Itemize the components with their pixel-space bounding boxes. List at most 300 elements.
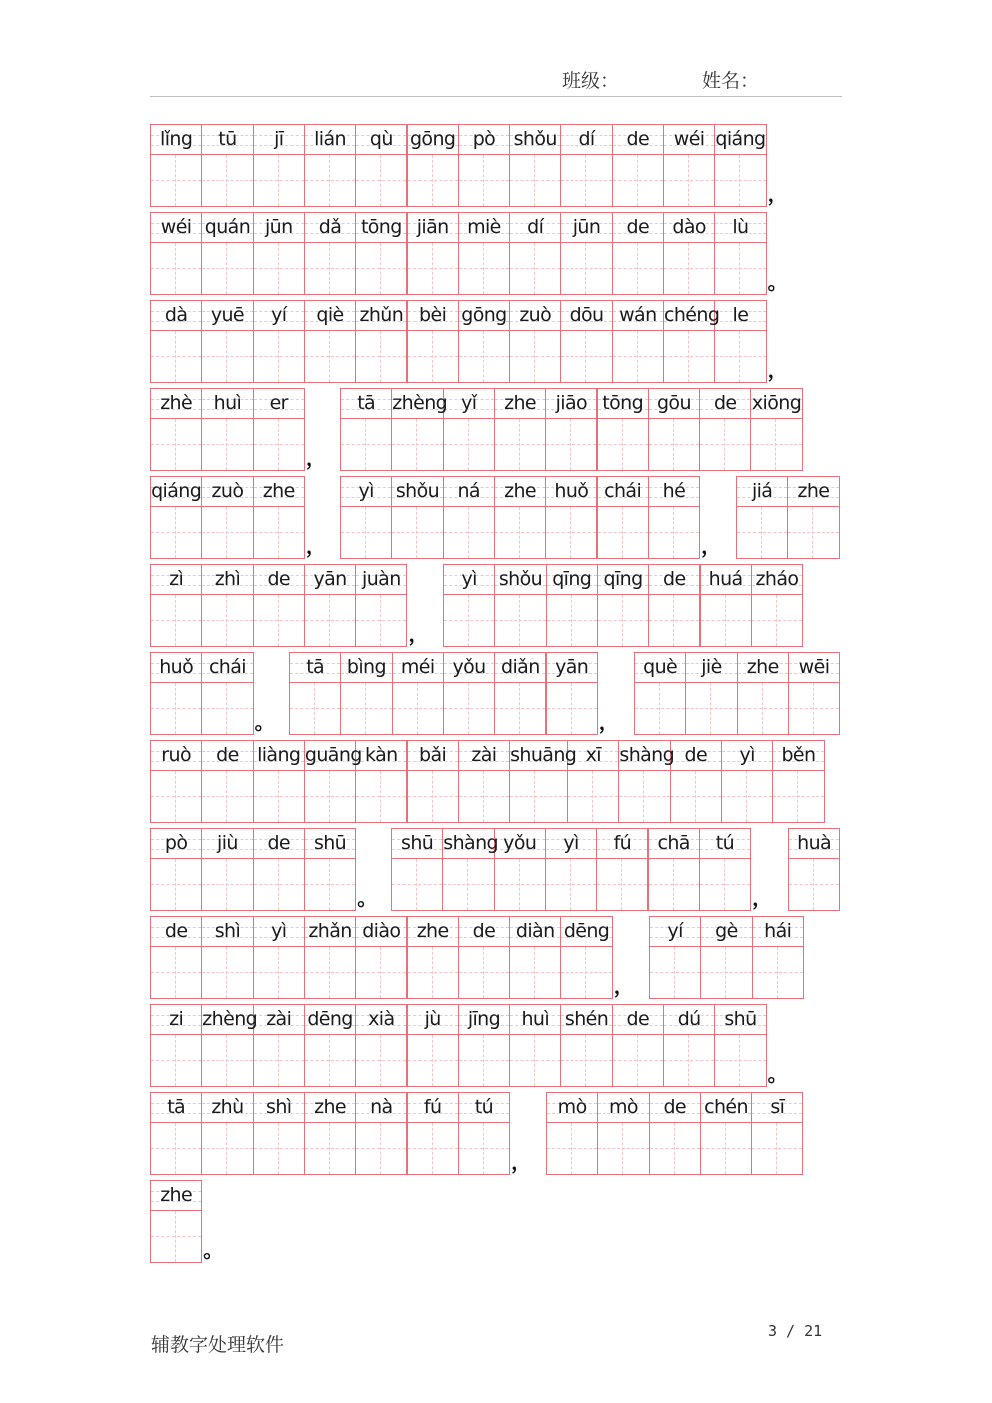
character-box bbox=[649, 859, 699, 910]
tianzige-cell bbox=[509, 124, 561, 207]
pinyin-syllable: qiáng bbox=[715, 128, 766, 150]
pinyin-syllable: jiè bbox=[701, 656, 722, 678]
pinyin-band bbox=[202, 565, 252, 595]
character-box bbox=[510, 1035, 560, 1086]
pinyin-band bbox=[202, 829, 252, 859]
pinyin-syllable: wēi bbox=[798, 656, 830, 678]
pinyin-syllable: diàn bbox=[515, 920, 555, 942]
tianzige-cell bbox=[355, 300, 407, 383]
tianzige-cell bbox=[700, 916, 752, 999]
pinyin-band bbox=[686, 653, 736, 683]
pinyin-band bbox=[254, 301, 304, 331]
tianzige-cell bbox=[201, 828, 253, 911]
pinyin-syllable: tōng bbox=[360, 216, 402, 238]
pinyin-band bbox=[598, 1093, 648, 1123]
pinyin-syllable: qù bbox=[369, 128, 393, 150]
pinyin-syllable: tú bbox=[715, 832, 735, 854]
pinyin-syllable: huì bbox=[521, 1008, 550, 1030]
character-box bbox=[305, 331, 355, 382]
pinyin-band bbox=[664, 301, 720, 331]
tianzige-cell bbox=[253, 740, 305, 823]
character-box bbox=[495, 595, 545, 646]
tianzige-cell bbox=[304, 1004, 356, 1087]
tianzige-cell bbox=[150, 564, 202, 647]
character-box bbox=[202, 859, 252, 910]
character-box bbox=[254, 947, 304, 998]
pinyin-band bbox=[459, 741, 509, 771]
tianzige-cell bbox=[649, 1092, 701, 1175]
pinyin-syllable: tū bbox=[218, 128, 237, 150]
character-box bbox=[510, 771, 567, 822]
character-box bbox=[459, 771, 509, 822]
character-box bbox=[408, 947, 458, 998]
pinyin-syllable: dà bbox=[164, 304, 188, 326]
character-box bbox=[305, 595, 355, 646]
pinyin-syllable: yì bbox=[563, 832, 579, 854]
tianzige-cell bbox=[509, 740, 577, 823]
class-label: 班级： bbox=[562, 70, 620, 92]
pinyin-band bbox=[151, 125, 201, 155]
tianzige-cell bbox=[201, 652, 253, 735]
character-box bbox=[547, 595, 597, 646]
punctuation-mark: ， bbox=[767, 182, 788, 206]
pinyin-band bbox=[305, 1093, 355, 1123]
tianzige-cell bbox=[407, 124, 459, 207]
pinyin-band bbox=[202, 301, 252, 331]
tianzige-cell bbox=[443, 652, 495, 735]
tianzige-cell bbox=[253, 212, 305, 295]
tianzige-cell bbox=[304, 828, 356, 911]
pinyin-syllable: tā bbox=[167, 1096, 186, 1118]
pinyin-syllable: yì bbox=[739, 744, 755, 766]
pinyin-band bbox=[510, 213, 560, 243]
tianzige-cell bbox=[649, 916, 701, 999]
tianzige-cell bbox=[150, 828, 202, 911]
pinyin-band bbox=[151, 301, 201, 331]
pinyin-band bbox=[202, 1005, 258, 1035]
pinyin-band bbox=[561, 301, 611, 331]
pinyin-syllable: de bbox=[164, 920, 188, 942]
character-box bbox=[151, 947, 201, 998]
tianzige-cell bbox=[648, 388, 700, 471]
pinyin-syllable: yǒu bbox=[503, 832, 537, 854]
tianzige-cell bbox=[612, 124, 664, 207]
tianzige-cell bbox=[751, 564, 803, 647]
tianzige-cell bbox=[407, 300, 459, 383]
tianzige-cell bbox=[752, 916, 804, 999]
character-box bbox=[715, 331, 765, 382]
pinyin-syllable: jiá bbox=[751, 480, 773, 502]
pinyin-band bbox=[254, 917, 304, 947]
pinyin-syllable: xī bbox=[585, 744, 601, 766]
character-box bbox=[459, 155, 509, 206]
pinyin-band bbox=[305, 213, 355, 243]
pinyin-band bbox=[459, 213, 509, 243]
pinyin-band bbox=[356, 565, 406, 595]
tianzige-cell bbox=[509, 212, 561, 295]
pinyin-syllable: fú bbox=[423, 1096, 442, 1118]
pinyin-syllable: gōu bbox=[656, 392, 691, 414]
pinyin-syllable: dēng bbox=[307, 1008, 353, 1030]
pinyin-band bbox=[598, 389, 648, 419]
pinyin-band bbox=[254, 1005, 304, 1035]
pinyin-syllable: dí bbox=[527, 216, 544, 238]
pinyin-band bbox=[789, 653, 839, 683]
character-box bbox=[151, 595, 201, 646]
tianzige-cell bbox=[201, 388, 253, 471]
punctuation-mark: ， bbox=[511, 1150, 532, 1174]
character-box bbox=[202, 419, 252, 470]
pinyin-syllable: wéi bbox=[160, 216, 192, 238]
tianzige-cell bbox=[494, 564, 546, 647]
tianzige-cell bbox=[150, 476, 202, 559]
pinyin-syllable: zhe bbox=[416, 920, 449, 942]
pinyin-syllable: de bbox=[713, 392, 737, 414]
tianzige-cell bbox=[596, 828, 648, 911]
pinyin-band bbox=[613, 213, 663, 243]
character-box bbox=[341, 507, 391, 558]
tianzige-cell bbox=[253, 1004, 305, 1087]
pinyin-band bbox=[151, 917, 201, 947]
pinyin-syllable: dēng bbox=[563, 920, 610, 942]
pinyin-band bbox=[459, 1005, 509, 1035]
punctuation-mark: 。 bbox=[357, 886, 378, 910]
tianzige-cell bbox=[150, 300, 202, 383]
pinyin-syllable: wán bbox=[619, 304, 657, 326]
tianzige-cell bbox=[304, 740, 362, 823]
character-box bbox=[356, 771, 406, 822]
pinyin-syllable: shuāng bbox=[510, 744, 577, 766]
pinyin-syllable: huá bbox=[708, 568, 743, 590]
tianzige-cell bbox=[391, 476, 443, 559]
pinyin-band bbox=[305, 565, 355, 595]
pinyin-syllable: chéng bbox=[664, 304, 720, 326]
pinyin-band bbox=[546, 389, 596, 419]
pinyin-band bbox=[495, 565, 545, 595]
tianzige-cell bbox=[700, 564, 752, 647]
character-box bbox=[392, 859, 442, 910]
tianzige-cell bbox=[407, 1004, 459, 1087]
character-box bbox=[495, 683, 545, 734]
pinyin-band bbox=[738, 653, 788, 683]
character-box bbox=[290, 683, 340, 734]
tianzige-cell bbox=[340, 652, 392, 735]
character-box bbox=[444, 419, 494, 470]
tianzige-cell bbox=[355, 124, 407, 207]
character-box bbox=[597, 859, 647, 910]
tianzige-cell bbox=[545, 476, 597, 559]
character-box bbox=[356, 243, 406, 294]
pinyin-syllable: tā bbox=[306, 656, 325, 678]
tianzige-cell bbox=[634, 652, 686, 735]
pinyin-band bbox=[408, 1093, 458, 1123]
pinyin-band bbox=[701, 565, 751, 595]
pinyin-syllable: zhè bbox=[160, 392, 193, 414]
character-box bbox=[561, 331, 611, 382]
character-box bbox=[635, 683, 685, 734]
character-box bbox=[408, 1123, 458, 1174]
pinyin-syllable: shì bbox=[266, 1096, 292, 1118]
tianzige-cell bbox=[560, 1004, 612, 1087]
pinyin-band bbox=[151, 389, 201, 419]
character-box bbox=[737, 507, 787, 558]
pinyin-syllable: yǒu bbox=[452, 656, 486, 678]
character-box bbox=[254, 507, 304, 558]
tianzige-cell bbox=[150, 1004, 202, 1087]
tianzige-cell bbox=[355, 212, 407, 295]
pinyin-syllable: huǒ bbox=[159, 656, 194, 678]
character-box bbox=[305, 859, 355, 910]
pinyin-band bbox=[151, 741, 201, 771]
character-box bbox=[408, 331, 458, 382]
pinyin-syllable: dào bbox=[672, 216, 706, 238]
pinyin-band bbox=[444, 653, 494, 683]
tianzige-cell bbox=[737, 652, 789, 735]
pinyin-band bbox=[356, 213, 406, 243]
character-box bbox=[254, 419, 304, 470]
pinyin-band bbox=[151, 477, 201, 507]
tianzige-cell bbox=[494, 476, 546, 559]
pinyin-syllable: de bbox=[267, 568, 291, 590]
pinyin-band bbox=[341, 477, 391, 507]
pinyin-syllable: bǎi bbox=[419, 744, 447, 766]
tianzige-cell bbox=[150, 652, 202, 735]
pinyin-band bbox=[151, 213, 201, 243]
pinyin-band bbox=[408, 213, 458, 243]
pinyin-syllable: mò bbox=[557, 1096, 587, 1118]
pinyin-syllable: zhǎn bbox=[308, 920, 352, 942]
pinyin-band bbox=[202, 1093, 252, 1123]
pinyin-syllable: miè bbox=[467, 216, 501, 238]
character-box bbox=[700, 419, 750, 470]
pinyin-syllable: qīng bbox=[552, 568, 592, 590]
pinyin-syllable: de bbox=[216, 744, 239, 766]
tianzige-cell bbox=[458, 1004, 510, 1087]
tianzige-cell bbox=[788, 828, 840, 911]
tianzige-cell bbox=[494, 828, 546, 911]
pinyin-syllable: jiù bbox=[217, 832, 238, 854]
tianzige-cell bbox=[201, 124, 253, 207]
tianzige-cell bbox=[201, 300, 253, 383]
tianzige-cell bbox=[597, 564, 649, 647]
punctuation-mark: 。 bbox=[254, 710, 275, 734]
tianzige-cell bbox=[458, 1092, 510, 1175]
tianzige-cell bbox=[509, 1004, 561, 1087]
character-box bbox=[510, 243, 560, 294]
tianzige-cell bbox=[253, 124, 305, 207]
name-label: 姓名： bbox=[702, 70, 760, 92]
pinyin-band bbox=[597, 829, 647, 859]
tianzige-cell bbox=[612, 300, 664, 383]
pinyin-band bbox=[202, 741, 252, 771]
pinyin-syllable: méi bbox=[400, 656, 435, 678]
character-box bbox=[738, 683, 788, 734]
pinyin-band bbox=[151, 1181, 201, 1211]
pinyin-syllable: zuò bbox=[519, 304, 552, 326]
character-box bbox=[392, 507, 442, 558]
pinyin-band bbox=[700, 389, 750, 419]
tianzige-cell bbox=[546, 1092, 598, 1175]
character-box bbox=[356, 155, 406, 206]
character-box bbox=[202, 683, 252, 734]
character-box bbox=[773, 771, 823, 822]
character-box bbox=[444, 595, 494, 646]
character-box bbox=[443, 859, 493, 910]
pinyin-syllable: zhù bbox=[211, 1096, 244, 1118]
pinyin-syllable: ruò bbox=[161, 744, 191, 766]
pinyin-band bbox=[510, 741, 577, 771]
pinyin-syllable: jī bbox=[274, 128, 284, 150]
pinyin-band bbox=[151, 653, 201, 683]
pinyin-band bbox=[789, 829, 839, 859]
tianzige-cell bbox=[597, 476, 649, 559]
character-box bbox=[254, 1123, 304, 1174]
character-box bbox=[254, 1035, 304, 1086]
character-box bbox=[495, 859, 545, 910]
tianzige-cell bbox=[560, 212, 612, 295]
pinyin-band bbox=[254, 1093, 304, 1123]
character-box bbox=[151, 419, 201, 470]
pinyin-band bbox=[561, 917, 611, 947]
character-box bbox=[671, 771, 721, 822]
tianzige-cell bbox=[699, 828, 751, 911]
tianzige-cell bbox=[546, 564, 598, 647]
pinyin-band bbox=[510, 301, 560, 331]
pinyin-band bbox=[649, 389, 699, 419]
character-box bbox=[495, 419, 545, 470]
pinyin-band bbox=[547, 1093, 597, 1123]
pinyin-band bbox=[408, 917, 458, 947]
pinyin-band bbox=[408, 301, 458, 331]
character-box bbox=[341, 683, 391, 734]
pinyin-syllable: yí bbox=[667, 920, 683, 942]
pinyin-syllable: liàng bbox=[257, 744, 301, 766]
tianzige-cell bbox=[253, 828, 305, 911]
character-box bbox=[356, 595, 406, 646]
pinyin-band bbox=[290, 653, 340, 683]
tianzige-cell bbox=[494, 388, 546, 471]
pinyin-syllable: tā bbox=[357, 392, 376, 414]
tianzige-cell bbox=[150, 388, 202, 471]
pinyin-band bbox=[650, 1093, 700, 1123]
pinyin-syllable: dōu bbox=[569, 304, 604, 326]
tianzige-cell bbox=[355, 1092, 407, 1175]
tianzige-cell bbox=[407, 212, 459, 295]
pinyin-syllable: yān bbox=[555, 656, 589, 678]
pinyin-syllable: jūn bbox=[572, 216, 601, 238]
tianzige-cell bbox=[201, 476, 253, 559]
pinyin-band bbox=[561, 1005, 611, 1035]
character-box bbox=[151, 155, 201, 206]
character-box bbox=[254, 771, 304, 822]
pinyin-syllable: yān bbox=[313, 568, 347, 590]
tianzige-cell bbox=[355, 1004, 407, 1087]
pinyin-syllable: dǎ bbox=[318, 216, 342, 238]
pinyin-band bbox=[254, 477, 304, 507]
pinyin-syllable: jiāo bbox=[555, 392, 588, 414]
pinyin-syllable: què bbox=[643, 656, 678, 678]
pinyin-band bbox=[715, 125, 765, 155]
pinyin-syllable: chén bbox=[704, 1096, 748, 1118]
character-box bbox=[619, 771, 669, 822]
tianzige-cell bbox=[355, 916, 407, 999]
tianzige-cell bbox=[648, 828, 700, 911]
pinyin-band bbox=[305, 829, 355, 859]
tianzige-cell bbox=[509, 300, 561, 383]
tianzige-cell bbox=[201, 212, 253, 295]
pinyin-syllable: shū bbox=[724, 1008, 757, 1030]
pinyin-syllable: yí bbox=[271, 304, 287, 326]
tianzige-cell bbox=[546, 652, 598, 735]
pinyin-syllable: chā bbox=[657, 832, 690, 854]
pinyin-band bbox=[715, 1005, 765, 1035]
pinyin-syllable: shì bbox=[214, 920, 241, 942]
pinyin-band bbox=[254, 125, 304, 155]
pinyin-band bbox=[510, 917, 560, 947]
character-box bbox=[356, 1035, 406, 1086]
character-box bbox=[510, 331, 560, 382]
character-box bbox=[408, 243, 458, 294]
tianzige-cell bbox=[201, 1092, 253, 1175]
tianzige-cell bbox=[648, 476, 700, 559]
pinyin-syllable: guāng bbox=[304, 744, 362, 766]
punctuation-mark: ， bbox=[613, 974, 634, 998]
character-box bbox=[444, 507, 494, 558]
punctuation-mark: ， bbox=[408, 622, 429, 646]
pinyin-band bbox=[649, 565, 699, 595]
tianzige-cell bbox=[355, 564, 407, 647]
tianzige-cell bbox=[407, 916, 459, 999]
pinyin-syllable: huǒ bbox=[554, 480, 589, 502]
tianzige-cell bbox=[304, 564, 356, 647]
pinyin-syllable: zhǔn bbox=[359, 304, 404, 326]
pinyin-band bbox=[392, 829, 442, 859]
tianzige-cell bbox=[458, 124, 510, 207]
pinyin-band bbox=[356, 301, 406, 331]
pinyin-band bbox=[202, 389, 252, 419]
tianzige-cell bbox=[340, 476, 392, 559]
character-box bbox=[788, 507, 838, 558]
pinyin-syllable: tōng bbox=[602, 392, 644, 414]
character-box bbox=[613, 155, 663, 206]
punctuation-mark: ， bbox=[767, 358, 788, 382]
pinyin-band bbox=[547, 565, 597, 595]
character-box bbox=[751, 419, 801, 470]
pinyin-band bbox=[254, 565, 304, 595]
character-box bbox=[202, 1035, 252, 1086]
tianzige-cell bbox=[560, 300, 612, 383]
pinyin-syllable: wéi bbox=[673, 128, 705, 150]
pinyin-syllable: de bbox=[626, 1008, 650, 1030]
character-box bbox=[151, 1035, 201, 1086]
character-box bbox=[459, 1123, 509, 1174]
character-box bbox=[664, 1035, 714, 1086]
pinyin-band bbox=[356, 1093, 406, 1123]
character-box bbox=[722, 771, 772, 822]
tianzige-cell bbox=[304, 916, 356, 999]
tianzige-cell bbox=[736, 476, 788, 559]
tianzige-cell bbox=[751, 1092, 803, 1175]
pinyin-syllable: běn bbox=[781, 744, 816, 766]
tianzige-cell bbox=[663, 124, 715, 207]
tianzige-cell bbox=[545, 828, 597, 911]
pinyin-syllable: qīng bbox=[603, 568, 643, 590]
character-box bbox=[254, 331, 304, 382]
tianzige-cell bbox=[685, 652, 737, 735]
tianzige-cell bbox=[663, 212, 715, 295]
character-box bbox=[752, 1123, 802, 1174]
pinyin-band bbox=[341, 653, 391, 683]
